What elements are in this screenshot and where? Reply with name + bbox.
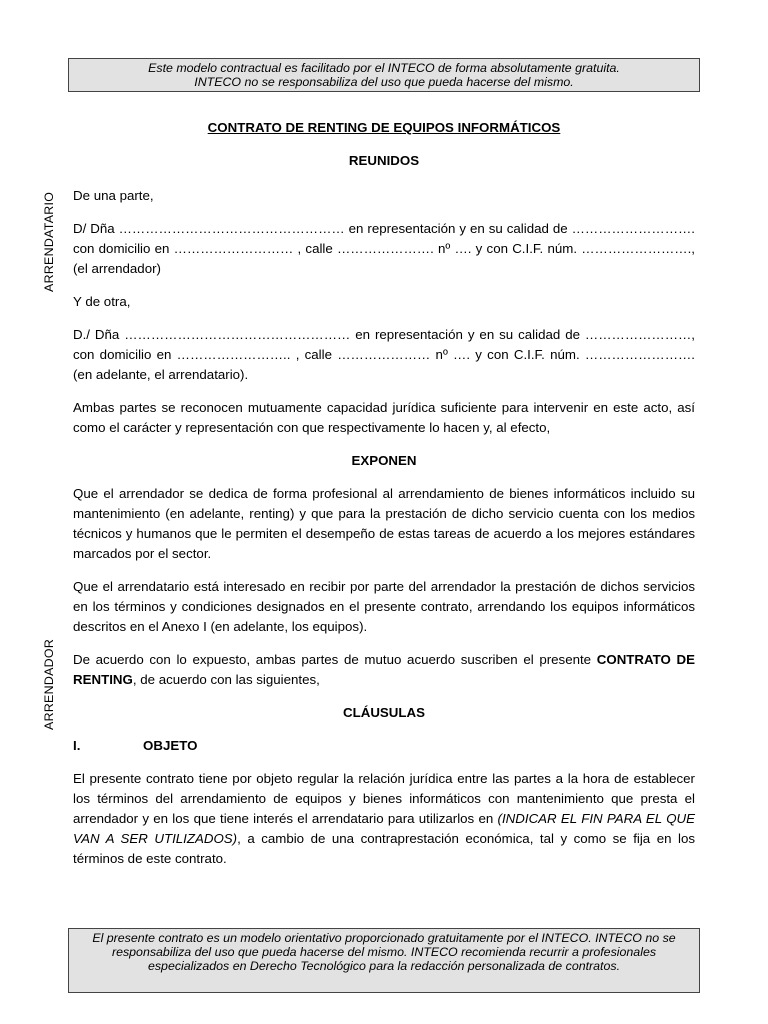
contract-body	[73, 118, 695, 869]
reunidos-heading: REUNIDOS	[348, 153, 420, 168]
clause-1-placeholder: (INDICAR EL FIN PARA EL QUE VAN A SER UTILIZADOS)	[73, 811, 696, 846]
clause-1-title: OBJETO	[143, 738, 198, 753]
side-label-arrendatario: ARRENDATARIO	[42, 191, 56, 292]
disclaimer-top-line1: Este modelo contractual es facilitado por el INTECO de forma absolutamente gratuita.	[148, 61, 620, 75]
clause-1-heading	[73, 736, 695, 756]
exponen-paragraph-1: Que el arrendador se dedica de forma profesional al arrendamiento de bienes informáticos incluido su mantenimiento (en adelante, renting) y que para la prestación de dicho servicio cuenta con los medios técnicos y humanos que le permiten el desempeño de estas tareas de acuerdo a los mejores estándares marcados por el sector.	[73, 486, 695, 561]
clause-1-number: I.	[73, 738, 81, 753]
party2-details: D./ Dña …………………………………………… en representación y en su calidad de ……………………, con domicilio en …………………….. , calle ………………… nº …. y con C.I.F. núm. ……………………. (en adelante, el arrendatario).	[73, 327, 695, 382]
contract-name-bold: CONTRATO DE RENTING	[73, 652, 695, 687]
disclaimer-top-line2: INTECO no se responsabiliza del uso que pueda hacerse del mismo.	[194, 75, 574, 89]
disclaimer-bottom-text: El presente contrato es un modelo orientativo proporcionado gratuitamente por el INTECO. INTECO no se responsabiliza del uso que pueda hacerse del mismo. INTECO recomienda recurrir a profesionales especializados en Derecho Tecnológico para la redacción personalizada de contratos.	[92, 931, 676, 973]
capacity-paragraph: Ambas partes se reconocen mutuamente capacidad jurídica suficiente para intervenir en este acto, así como el carácter y representación con que respectivamente lo hacen y, al efecto,	[73, 400, 695, 435]
clause-1-paragraph	[73, 769, 695, 869]
contract-title: CONTRATO DE RENTING DE EQUIPOS INFORMÁTICOS	[207, 120, 561, 135]
clause-1-before: El presente contrato tiene por objeto regular la relación jurídica entre las partes a la hora de establecer los términos del arrendamiento de equipos y bienes informáticos con mantenimiento que presta el arrendador y en los que tiene interés el arrendatario para utilizarlos en	[73, 771, 695, 826]
party2-intro: Y de otra,	[73, 294, 131, 309]
exponen-heading: EXPONEN	[351, 453, 417, 468]
exponen-p3-after: , de acuerdo con las siguientes,	[132, 672, 320, 687]
disclaimer-top	[68, 58, 700, 92]
clause-1-after: , a cambio de una contraprestación económica, tal y como se fija en los términos de este contrato.	[73, 831, 696, 866]
party1-details: D/ Dña …………………………………………… en representación y en su calidad de ………………………. con domicilio en ……………………… , calle …………………. nº …. y con C.I.F. núm. ……………………., (el arrendador)	[73, 221, 695, 276]
clausulas-heading: CLÁUSULAS	[343, 705, 425, 720]
side-label-arrendador: ARRENDADOR	[42, 638, 56, 730]
exponen-paragraph-2: Que el arrendatario está interesado en recibir por parte del arrendador la prestación de dichos servicios en los términos y condiciones designados en el presente contrato, arrendando los equipos informáticos descritos en el Anexo I (en adelante, los equipos).	[73, 579, 695, 634]
party1-intro: De una parte,	[73, 188, 154, 203]
disclaimer-bottom	[68, 928, 700, 993]
exponen-paragraph-3	[73, 650, 695, 690]
exponen-p3-before: De acuerdo con lo expuesto, ambas partes de mutuo acuerdo suscriben el presente	[73, 652, 597, 667]
